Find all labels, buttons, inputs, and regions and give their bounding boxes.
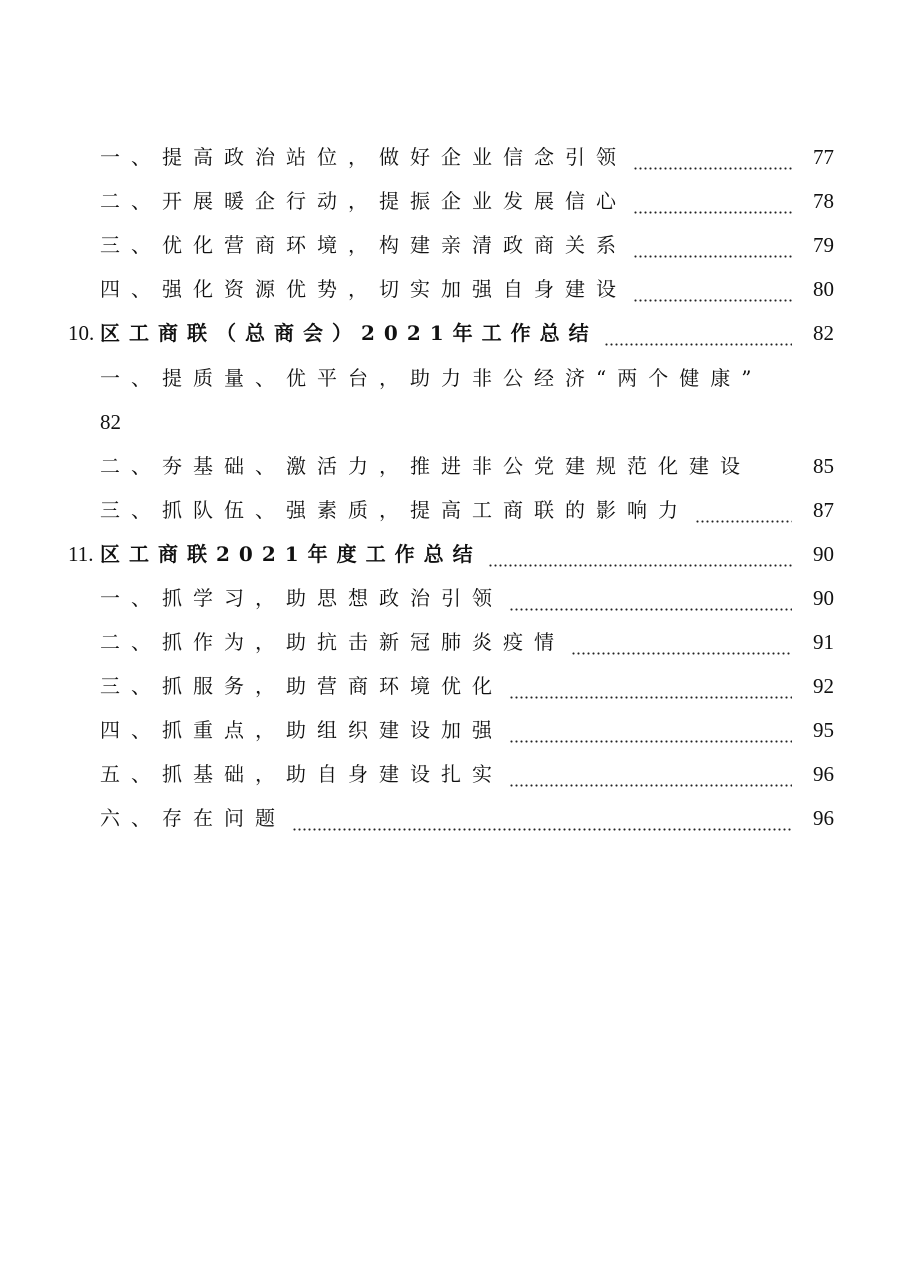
toc-page-number: 78 [813,189,834,213]
toc-page-number: 87 [813,498,834,522]
toc-chapter-entry[interactable] [0,537,905,571]
toc-entry-title: 区工商联2021年度工作总结 [100,542,482,566]
toc-entry[interactable] [0,493,905,527]
toc-entry[interactable] [0,361,905,395]
toc-entry[interactable] [0,757,905,791]
toc-entry-title: 五、抓基础，助自身建设扎实 [100,762,503,786]
toc-page-number: 82 [813,321,834,345]
toc-entry[interactable] [0,184,905,218]
dot-leader [571,636,792,656]
dot-leader [509,680,792,700]
toc-entry-title: 三、优化营商环境，构建亲清政商关系 [100,233,627,257]
toc-chapter-entry[interactable] [0,316,905,350]
toc-page-number: 96 [813,762,834,786]
toc-entry-title: 区工商联（总商会）2021年工作总结 [100,321,598,345]
toc-entry-title: 二、夯基础、激活力，推进非公党建规范化建设 [100,454,751,478]
dot-leader [633,195,792,215]
toc-entry[interactable] [0,272,905,306]
toc-page-number: 77 [813,145,834,169]
toc-entry-title: 三、抓服务，助营商环境优化 [100,674,503,698]
toc-entry[interactable] [0,140,905,174]
toc-entry-title: 三、抓队伍、强素质，提高工商联的影响力 [100,498,689,522]
toc-entry[interactable] [0,669,905,703]
toc-page-number: 91 [813,630,834,654]
toc-entry-title: 一、抓学习，助思想政治引领 [100,586,503,610]
toc-entry-title: 一、提高政治站位，做好企业信念引领 [100,145,627,169]
toc-entry-title: 六、存在问题 [100,806,286,830]
dot-leader [509,724,792,744]
dot-leader [757,460,792,480]
toc-entry[interactable] [0,801,905,835]
toc-page-number: 90 [813,586,834,610]
dot-leader [509,768,792,788]
dot-leader [604,327,792,347]
toc-entry[interactable] [0,581,905,615]
dot-leader [509,592,792,612]
toc-page-number: 95 [813,718,834,742]
toc-page-number: 90 [813,542,834,566]
toc-entry-title: 一、提质量、优平台，助力非公经济“两个健康” [100,366,763,390]
toc-entry-title: 四、抓重点，助组织建设加强 [100,718,503,742]
toc-entry-title: 二、开展暖企行动，提振企业发展信心 [100,189,627,213]
toc-chapter-number: 10. [68,321,95,345]
dot-leader [633,239,792,259]
toc-entry-title: 四、强化资源优势，切实加强自身建设 [100,277,627,301]
toc-chapter-number: 11. [68,542,94,566]
toc-entry[interactable] [0,625,905,659]
toc-entry[interactable] [0,449,905,483]
dot-leader [633,283,792,303]
toc-page-number: 79 [813,233,834,257]
toc-page-number: 92 [813,674,834,698]
dot-leader [292,812,792,832]
toc-page-number: 85 [813,454,834,478]
toc-page-number: 96 [813,806,834,830]
dot-leader [488,548,792,568]
dot-leader [633,151,792,171]
toc-entry-title: 二、抓作为，助抗击新冠肺炎疫情 [100,630,565,654]
toc-entry[interactable] [0,713,905,747]
dot-leader [695,504,792,524]
toc-entry[interactable] [0,228,905,262]
toc-page-number: 80 [813,277,834,301]
toc-page-number: 82 [100,410,121,434]
